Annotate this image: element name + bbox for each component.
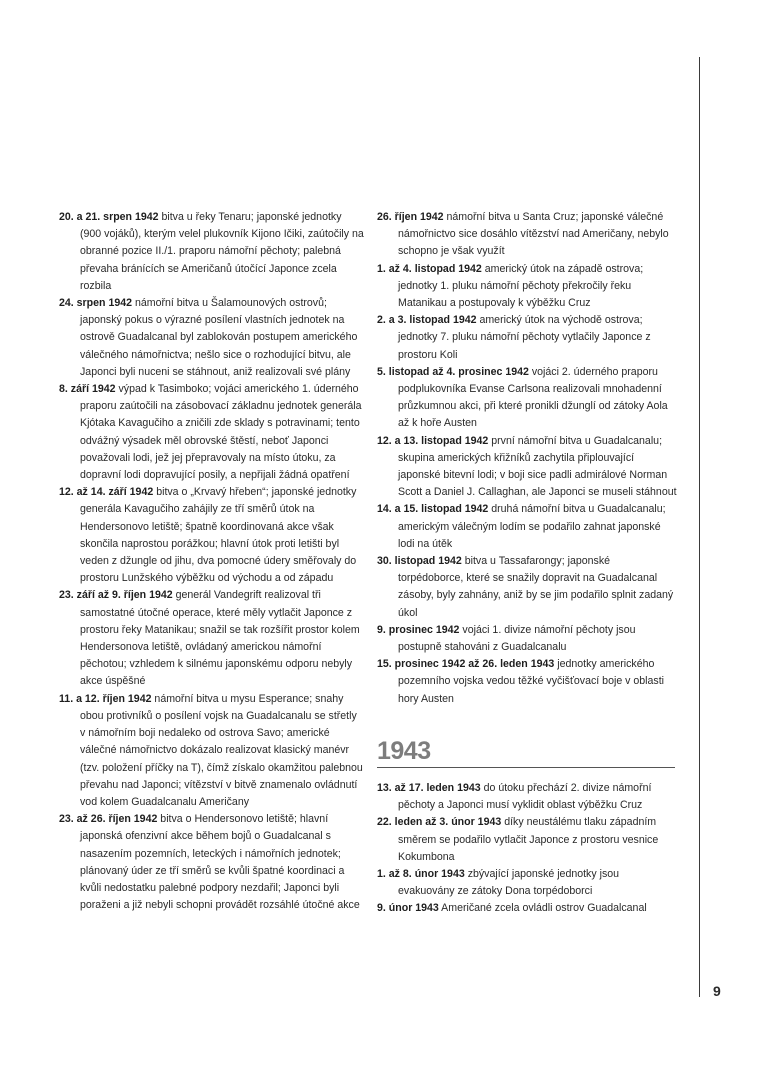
entry-date: 13. až 17. leden 1943	[377, 781, 481, 794]
entry-text: námořní bitva u Santa Cruz; japonské válečné námořnictvo sice dosáhlo vítězství nad Američany, nebylo schopno je však využít	[398, 211, 669, 258]
entry-date: 23. září až 9. říjen 1942	[59, 589, 173, 602]
left-column	[59, 209, 364, 914]
page-number: 9	[713, 983, 721, 999]
timeline-entry	[377, 622, 677, 656]
margin-rule	[699, 57, 700, 997]
entry-text: Američané zcela ovládli ostrov Guadalcanal	[438, 902, 647, 915]
entry-text: výpad k Tasimboko; vojáci amerického 1. úderného praporu zaútočili na zásobovací základnu jednotek generála Kjótaka Kavagučiho a zničili zde sklady s potravinami; tento odvážný výsadek měl obrovské štěstí, neboť Japonci považovali lodi, jež jej přepravovaly na místo útoku, za dopravní lodi dopravující posily, a nepřijali žádná opatření	[80, 383, 362, 482]
year-heading: 1943	[377, 736, 431, 765]
timeline-entry	[59, 295, 364, 381]
entry-date: 30. listopad 1942	[377, 555, 462, 568]
entry-date: 1. až 8. únor 1943	[377, 867, 465, 880]
entry-text: bitva o Hendersonovo letiště; hlavní japonská ofenzivní akce během bojů o Guadalcanal s nasazením pozemních, leteckých i námořních jednotek; plánovaný úder ze tří směrů se kvůli špatné koordinaci a kvůli nedostatku palebné podpory nezdařil; Japonci byli poraženi a již nebyli schopni provádět rozsáhlé útočné akce	[80, 813, 360, 912]
timeline-entry	[377, 866, 677, 900]
entry-text: námořní bitva u mysu Esperance; snahy obou protivníků o posílení vojsk na Guadalcanalu se střetly v námořním boji nedaleko od ostrova Savo; americké válečné námořnictvo dokázalo realizovat klasický manévr (tzv. položení příčky na T), čímž získalo okamžitou palebnou převahu nad Japonci; vítězství v bitvě znamenalo ovládnutí vod kolem Guadalcanalu Američany	[80, 692, 363, 808]
entry-text: jednotky amerického pozemního vojska vedou těžké vyčišťovací boje v oblasti hory Austen	[398, 658, 665, 705]
entry-text: do útoku přechází 2. divize námořní pěchoty a Japonci musí vyklidit oblast výběžku Cruz	[398, 781, 652, 812]
entry-text: první námořní bitva u Guadalcanalu; skupina amerických křižníků zachytila připlouvající japonské bitevní lodi; v boji sice padli admirálové Norman Scott a Daniel J. Callaghan, ale Japonci se museli stáhnout	[398, 434, 677, 499]
timeline-entry	[59, 381, 364, 484]
entry-text: americký útok na západě ostrova; jednotky 1. pluku námořní pěchoty překročily řeku Matanikau a postupovaly k výběžku Cruz	[398, 262, 644, 310]
entry-text: bitva o „Krvavý hřeben“; japonské jednotky generála Kavagučiho zahájily ze tří směrů útok na Hendersonovo letiště; špatně koordinovaná akce však skončila naprostou porážkou; hlavní útok proti letišti byl veden z džungle od jihu, dva pomocné údery směřovaly do prostoru Lunžského výběžku od východu a od západu	[80, 486, 357, 585]
entry-date: 14. a 15. listopad 1942	[377, 503, 489, 516]
timeline-entry	[377, 656, 677, 708]
entry-text: bitva u Tassafarongy; japonské torpédoborce, které se snažily dopravit na Guadalcanal zásoby, byly zahnány, aniž by se jim podařilo splnit zadaný úkol	[398, 555, 674, 619]
entry-text: druhá námořní bitva u Guadalcanalu; americkým válečným lodím se podařilo zahnat japonské lodi na útěk	[398, 503, 666, 550]
entry-text: bitva u řeky Tenaru; japonské jednotky (900 vojáků), kterým velel plukovník Kijono Ičiki, zaútočily na obranné pozice II./1. praporu námořní pěchoty; palebná převaha bránících se Američanů útočící Japonce zcela rozbila	[80, 211, 364, 292]
entry-date: 26. říjen 1942	[377, 211, 444, 223]
entry-date: 11. a 12. říjen 1942	[59, 692, 152, 705]
entry-date: 8. září 1942	[59, 383, 116, 396]
timeline-entry	[377, 501, 677, 553]
entry-date: 23. až 26. říjen 1942	[59, 813, 158, 826]
entry-date: 12. a 13. listopad 1942	[377, 434, 489, 447]
timeline-entry	[377, 814, 677, 866]
entry-text: generál Vandegrift realizoval tři samostatné útočné operace, které měly vytlačit Japonce z prostoru řeky Matanikau; snažil se tak rozšířit prostor kolem Hendersonova letiště, ovládaný americkou námořní pěchotou; vzhledem k silnému japonskému odporu nebyly akce úspěšné	[80, 589, 360, 688]
entry-date: 24. srpen 1942	[59, 297, 133, 310]
entry-date: 12. až 14. září 1942	[59, 486, 154, 499]
entry-date: 2. a 3. listopad 1942	[377, 314, 477, 327]
entry-text: vojáci 2. úderného praporu podplukovníka Evanse Carlsona realizovali mnohadenní průzkumnou akci, při které pronikli džunglí od zátoky Aola až k hoře Austen	[398, 365, 668, 430]
entry-date: 20. a 21. srpen 1942	[59, 211, 159, 223]
timeline-entry	[59, 587, 364, 690]
timeline-entry	[377, 261, 677, 313]
entry-date: 15. prosinec 1942 až 26. leden 1943	[377, 658, 555, 671]
right-column	[377, 209, 677, 918]
timeline-entry	[59, 811, 364, 914]
timeline-entry	[377, 780, 677, 814]
entry-text: díky neustálému tlaku západním směrem se podařilo vytlačit Japonce z prostoru vesnice Kokumbona	[398, 816, 659, 863]
heading-divider	[377, 767, 675, 768]
timeline-entry	[377, 553, 677, 622]
entry-text: zbývající japonské jednotky jsou evakuovány ze zátoky Dona torpédoborci	[398, 867, 620, 898]
entry-date: 22. leden až 3. únor 1943	[377, 816, 502, 829]
timeline-entry	[377, 312, 677, 364]
entry-text: americký útok na východě ostrova; jednotky 7. pluku námořní pěchoty vytlačily Japonce z prostoru Koli	[398, 314, 651, 361]
entry-date: 9. únor 1943	[377, 902, 439, 915]
timeline-entry	[377, 433, 677, 502]
timeline-entry	[59, 209, 364, 295]
entry-date: 9. prosinec 1942	[377, 623, 460, 636]
timeline-entry	[377, 900, 677, 917]
timeline-entry	[377, 364, 677, 433]
timeline-entry	[59, 691, 364, 811]
entry-text: námořní bitva u Šalamounových ostrovů; japonský pokus o výrazné posílení vlastních jednotek na ostrově Guadalcanal byl zablokován postupem amerického válečného námořnictva; nešlo sice o rozhodující bitvu, ale Japonci byli nuceni se stáhnout, aniž realizovali své plány	[80, 297, 358, 378]
entry-text: vojáci 1. divize námořní pěchoty jsou postupně stahováni z Guadalcanalu	[398, 623, 636, 654]
timeline-entry	[377, 209, 677, 261]
entry-date: 1. až 4. listopad 1942	[377, 262, 482, 275]
timeline-entry	[59, 484, 364, 587]
entry-date: 5. listopad až 4. prosinec 1942	[377, 365, 529, 378]
